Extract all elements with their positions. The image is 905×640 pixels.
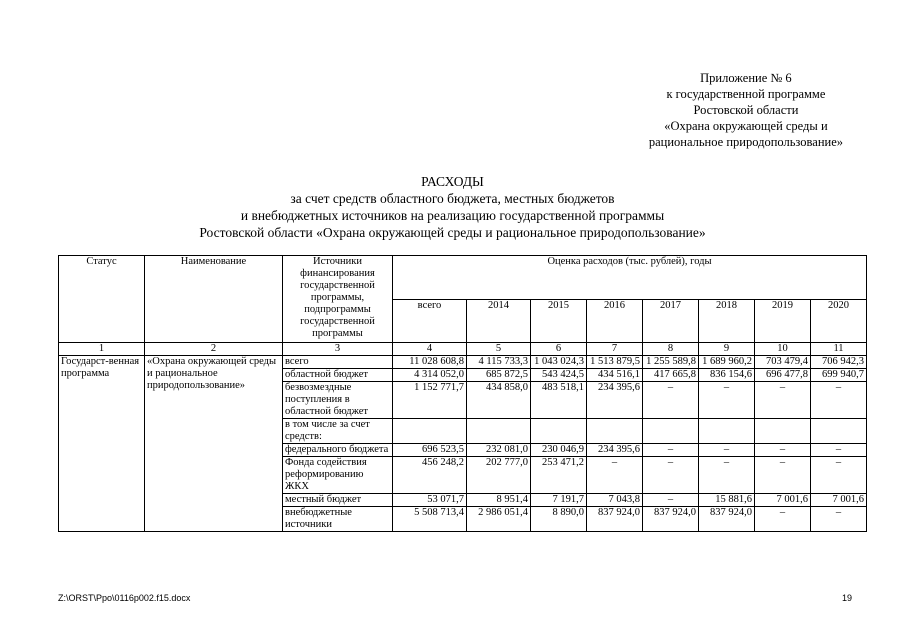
column-number: 10 [755,343,811,356]
value-cell: – [643,444,699,457]
value-cell [531,419,587,444]
value-cell: 1 043 024,3 [531,356,587,369]
value-cell: 7 001,6 [755,494,811,507]
value-cell: 696 477,8 [755,369,811,382]
source-cell: в том числе за счет средств: [283,419,393,444]
value-cell: 7 001,6 [811,494,867,507]
column-number: 3 [283,343,393,356]
value-cell: 15 881,6 [699,494,755,507]
value-cell: – [699,382,755,419]
value-cell: 703 479,4 [755,356,811,369]
value-cell: 696 523,5 [393,444,467,457]
header-row [59,256,867,300]
value-cell: 11 028 608,8 [393,356,467,369]
value-cell [587,419,643,444]
value-cell: 234 395,6 [587,382,643,419]
value-cell: 7 191,7 [531,494,587,507]
value-cell: 5 508 713,4 [393,507,467,532]
source-cell: безвозмездные поступления в областной бюджет [283,382,393,419]
expenses-table [58,255,867,532]
header-year: всего [393,299,467,343]
source-cell: областной бюджет [283,369,393,382]
value-cell: 699 940,7 [811,369,867,382]
value-cell: 253 471,2 [531,457,587,494]
source-cell: Фонда содействия реформированию ЖКХ [283,457,393,494]
source-cell: внебюджетные источники [283,507,393,532]
footer-file-path: Z:\ORST\Ppo\0116p002.f15.docx [58,593,191,603]
value-cell: – [755,457,811,494]
value-cell: 483 518,1 [531,382,587,419]
value-cell: 232 081,0 [467,444,531,457]
value-cell: 456 248,2 [393,457,467,494]
value-cell: 685 872,5 [467,369,531,382]
column-number: 8 [643,343,699,356]
value-cell: – [643,382,699,419]
value-cell: 4 115 733,3 [467,356,531,369]
header-year: 2018 [699,299,755,343]
value-cell: 837 924,0 [587,507,643,532]
value-cell: – [643,457,699,494]
value-cell [811,419,867,444]
value-cell: 8 951,4 [467,494,531,507]
value-cell: 234 395,6 [587,444,643,457]
source-cell: местный бюджет [283,494,393,507]
value-cell: – [699,457,755,494]
appendix-line: Приложение № 6 [700,71,792,85]
value-cell: – [811,444,867,457]
title-line: Ростовской области «Охрана окружающей среды и рациональное природопользование» [199,225,706,240]
value-cell: 837 924,0 [699,507,755,532]
title-line: за счет средств областного бюджета, местных бюджетов [290,191,615,206]
title-line: и внебюджетных источников на реализацию государственной программы [240,208,665,223]
appendix-block [649,70,843,150]
table-row [59,356,867,369]
value-cell: 417 665,8 [643,369,699,382]
column-number: 5 [467,343,531,356]
value-cell: 1 689 960,2 [699,356,755,369]
value-cell: – [755,382,811,419]
value-cell: 706 942,3 [811,356,867,369]
program-name-cell: «Охрана окружающей среды и рациональное природопользование» [145,356,283,532]
value-cell: – [643,494,699,507]
column-number-row [59,343,867,356]
value-cell: 8 890,0 [531,507,587,532]
value-cell: 837 924,0 [643,507,699,532]
appendix-line: «Охрана окружающей среды и [664,119,828,133]
value-cell [755,419,811,444]
header-source: Источники финансирования государственной программы, подпрограммы государственной программы [283,256,393,343]
header-name: Наименование [145,256,283,343]
value-cell: 2 986 051,4 [467,507,531,532]
value-cell: 53 071,7 [393,494,467,507]
value-cell: 434 858,0 [467,382,531,419]
value-cell: 1 255 589,8 [643,356,699,369]
value-cell: – [587,457,643,494]
value-cell: 7 043,8 [587,494,643,507]
document-title [0,173,905,241]
column-number: 7 [587,343,643,356]
header-year: 2015 [531,299,587,343]
value-cell: 1 152 771,7 [393,382,467,419]
title-heading: РАСХОДЫ [421,174,484,189]
value-cell: 434 516,1 [587,369,643,382]
value-cell [699,419,755,444]
column-number: 6 [531,343,587,356]
appendix-line: рациональное природопользование» [648,135,843,149]
header-year: 2016 [587,299,643,343]
column-number: 1 [59,343,145,356]
value-cell: 1 513 879,5 [587,356,643,369]
header-status: Статус [59,256,145,343]
value-cell [393,419,467,444]
column-number: 2 [145,343,283,356]
header-estimate: Оценка расходов (тыс. рублей), годы [393,256,867,300]
value-cell: – [811,382,867,419]
source-cell: федерального бюджета [283,444,393,457]
value-cell [467,419,531,444]
value-cell [643,419,699,444]
column-number: 11 [811,343,867,356]
header-year: 2014 [467,299,531,343]
value-cell: 543 424,5 [531,369,587,382]
value-cell: – [755,444,811,457]
value-cell: – [811,507,867,532]
appendix-line: Ростовской области [693,103,799,117]
value-cell: 202 777,0 [467,457,531,494]
source-cell: всего [283,356,393,369]
appendix-line: к государственной программе [666,87,826,101]
header-year: 2017 [643,299,699,343]
header-year: 2020 [811,299,867,343]
column-number: 4 [393,343,467,356]
column-number: 9 [699,343,755,356]
value-cell: 230 046,9 [531,444,587,457]
header-year: 2019 [755,299,811,343]
value-cell: – [699,444,755,457]
value-cell: 4 314 052,0 [393,369,467,382]
value-cell: – [755,507,811,532]
value-cell: – [811,457,867,494]
footer-page-number: 19 [842,593,853,603]
value-cell: 836 154,6 [699,369,755,382]
status-cell: Государст-венная программа [59,356,145,532]
